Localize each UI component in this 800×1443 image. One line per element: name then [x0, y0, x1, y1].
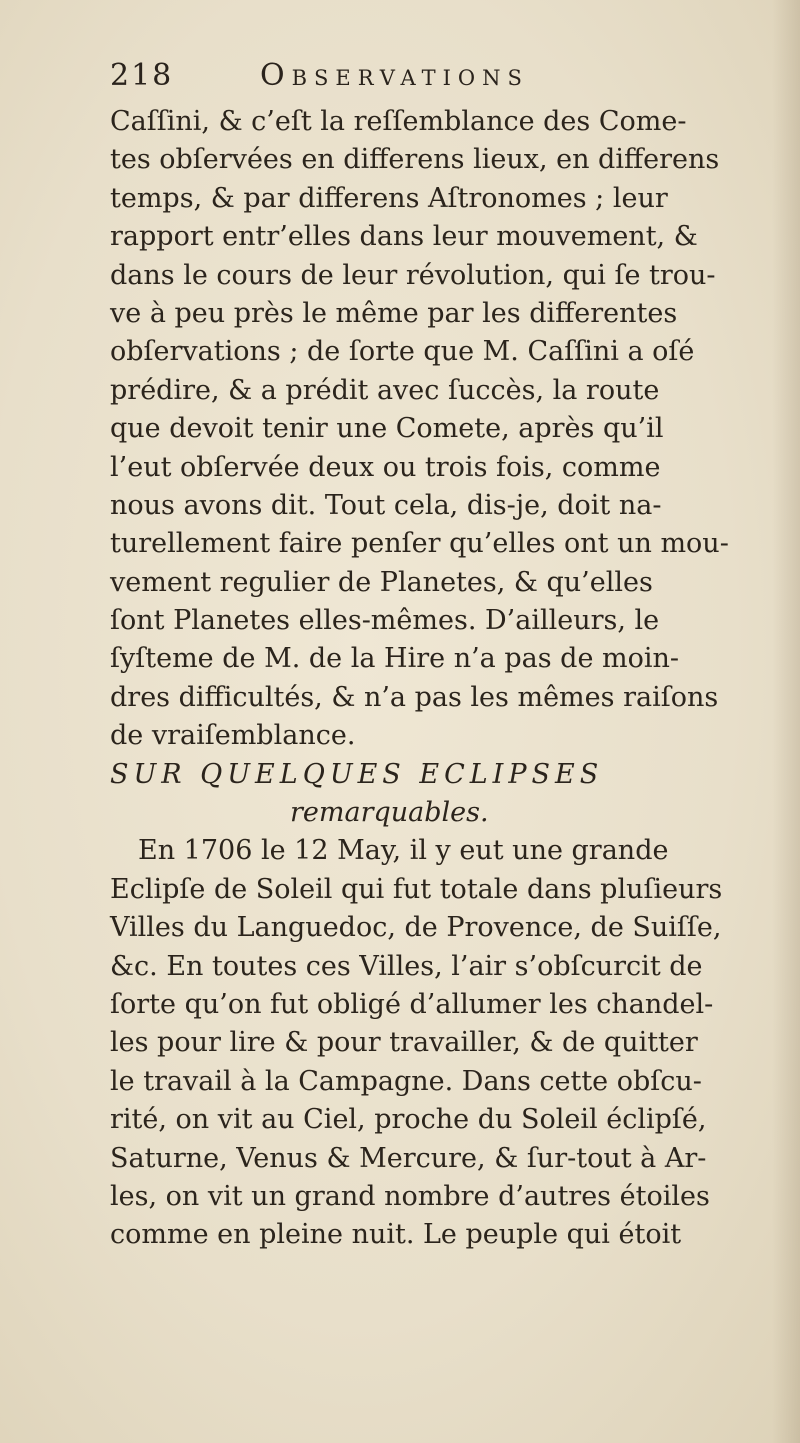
- text-line: tes obſervées en differens lieux, en differens: [110, 144, 720, 176]
- text-line: Eclipſe de Soleil qui fut totale dans pluſieurs: [110, 873, 723, 905]
- page-header: [110, 58, 630, 98]
- text-line: Saturne, Venus & Mercure, & ſur-tout à Ar-: [110, 1142, 707, 1174]
- section-title: SUR QUELQUES ECLIPSES: [110, 758, 604, 790]
- text-line: comme en pleine nuit. Le peuple qui étoit: [110, 1219, 682, 1251]
- text-line: &c. En toutes ces Villes, l’air s’obſcurcit de: [110, 950, 703, 982]
- body-text: [110, 103, 778, 1255]
- text-line: de vraiſemblance.: [110, 720, 356, 752]
- text-line: les, on vit un grand nombre d’autres étoiles: [110, 1180, 710, 1212]
- text-line: les pour lire & pour travailler, & de quitter: [110, 1027, 698, 1059]
- text-line: que devoit tenir une Comete, après qu’il: [110, 413, 664, 445]
- text-line: ve à peu près le même par les differentes: [110, 297, 678, 329]
- text-line: le travail à la Campagne. Dans cette obſcu-: [110, 1065, 702, 1097]
- text-line: ſont Planetes elles-mêmes. D’ailleurs, le: [110, 605, 660, 637]
- text-line: En 1706 le 12 May, il y eut une grande: [138, 835, 669, 867]
- text-line: Villes du Languedoc, de Provence, de Suiſſe,: [110, 912, 722, 944]
- text-line: dres difficultés, & n’a pas les mêmes raiſons: [110, 681, 719, 713]
- text-line: nous avons dit. Tout cela, dis-je, doit na-: [110, 489, 662, 521]
- text-line: prédire, & a prédit avec ſuccès, la route: [110, 374, 660, 406]
- text-line: temps, & par differens Aſtronomes ; leur: [110, 182, 668, 214]
- text-line: turellement faire penſer qu’elles ont un mou-: [110, 528, 729, 560]
- text-line: ſyſteme de M. de la Hire n’a pas de moin-: [110, 643, 680, 675]
- text-line: rité, on vit au Ciel, proche du Soleil éclipſé,: [110, 1104, 707, 1136]
- text-line: Caſſini, & c’eſt la reſſemblance des Come-: [110, 106, 687, 137]
- page-number: 218: [110, 58, 174, 93]
- section-subtitle: remarquables.: [290, 797, 489, 829]
- running-head: Observations: [260, 58, 529, 93]
- text-line: ſorte qu’on fut obligé d’allumer les chandel-: [110, 988, 714, 1020]
- text-line: dans le cours de leur révolution, qui ſe trou-: [110, 259, 716, 291]
- text-line: vement regulier de Planetes, & qu’elles: [110, 566, 653, 598]
- text-line: obſervations ; de ſorte que M. Caſſini a oſé: [110, 336, 695, 368]
- text-line: l’eut obſervée deux ou trois fois, comme: [110, 451, 661, 483]
- text-line: rapport entr’elles dans leur mouvement, &: [110, 221, 698, 253]
